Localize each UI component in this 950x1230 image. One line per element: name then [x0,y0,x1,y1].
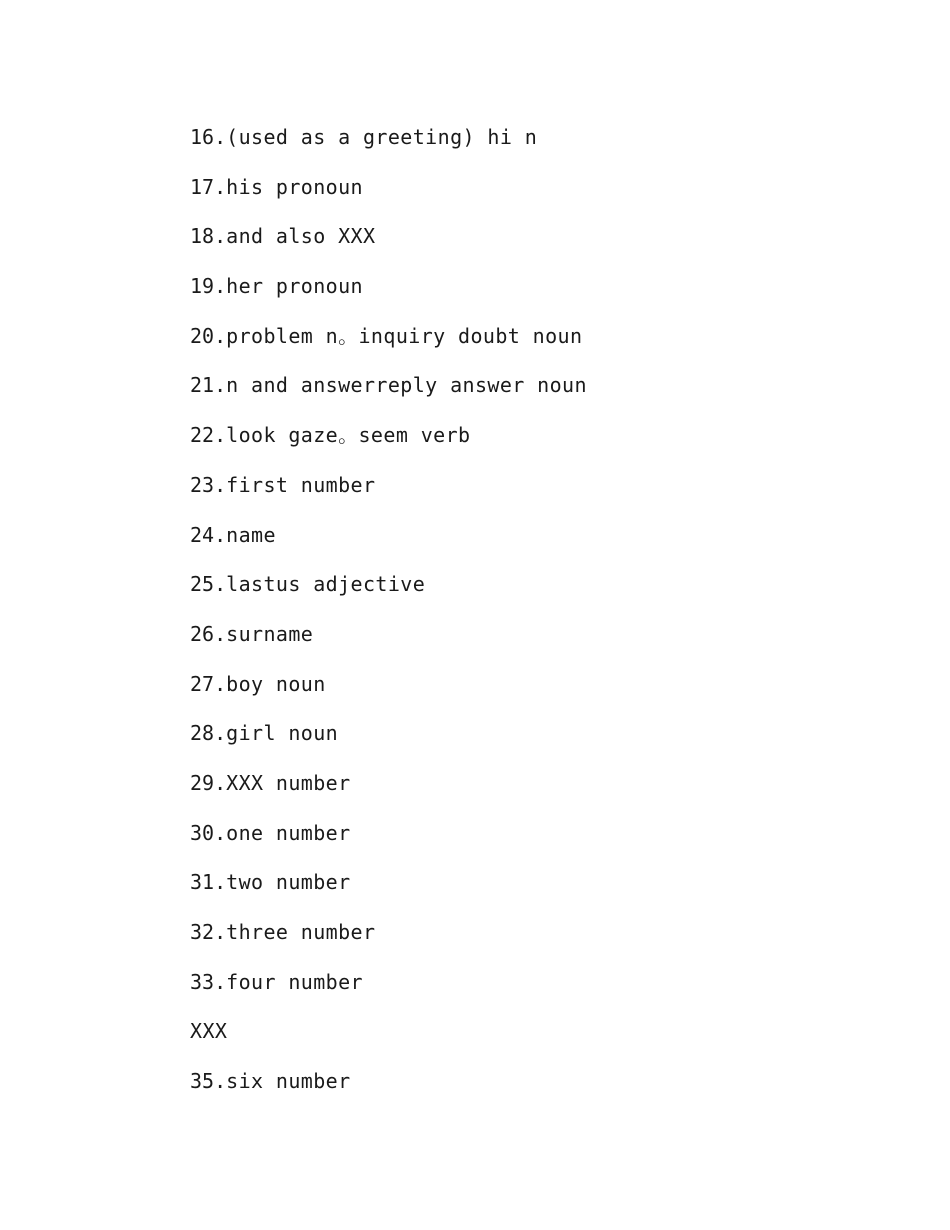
list-item [190,1064,587,1114]
item-text: name [226,522,276,547]
item-text: boy noun [226,671,326,696]
item-text: problem n。inquiry doubt noun [226,323,583,348]
item-text: lastus adjective [226,572,426,597]
list-item [190,170,587,220]
item-text: two number [226,870,351,895]
item-text: (used as a greeting) hi n [226,125,538,149]
item-number: 20. [190,323,227,348]
list-item [190,368,587,418]
list-item [190,915,587,965]
item-number: 35. [190,1069,227,1094]
item-number: 22. [190,423,227,448]
item-text: one number [226,820,351,845]
list-item [190,120,587,170]
item-number: 29. [190,770,227,795]
item-number: 18. [190,224,227,249]
item-number: 30. [190,820,227,845]
list-item [190,816,587,866]
list-item [190,865,587,915]
item-text: XXX [190,1019,228,1044]
item-number: 19. [190,274,227,299]
list-item [190,319,587,369]
item-number: 28. [190,721,227,746]
list-item [190,965,587,1015]
list-item [190,1014,587,1064]
list-item [190,418,587,468]
item-text: girl noun [226,721,339,746]
item-text: n and answerreply answer noun [226,373,587,398]
item-number: 33. [190,969,227,994]
list-item [190,518,587,568]
item-number: 26. [190,621,227,646]
vocabulary-list [190,120,587,1114]
list-item [190,567,587,617]
item-number: 32. [190,920,227,944]
item-number: 23. [190,472,227,497]
item-text: XXX number [226,770,351,795]
item-text: first number [226,472,376,497]
item-number: 16. [190,125,227,149]
list-item [190,667,587,717]
item-number: 25. [190,572,227,597]
item-text: look gaze。seem verb [226,423,471,448]
item-text: six number [226,1069,351,1094]
item-number: 27. [190,671,227,696]
item-text: and also XXX [226,224,376,249]
list-item [190,617,587,667]
list-item [190,716,587,766]
list-item [190,269,587,319]
item-text: his pronoun [226,174,363,199]
item-number: 24. [190,522,227,547]
item-text: three number [226,920,376,944]
list-item [190,219,587,269]
item-number: 31. [190,870,227,895]
item-text: four number [226,969,363,994]
item-number: 21. [190,373,227,398]
list-item [190,766,587,816]
item-text: her pronoun [226,274,363,299]
item-number: 17. [190,174,227,199]
list-item [190,468,587,518]
item-text: surname [226,621,314,646]
